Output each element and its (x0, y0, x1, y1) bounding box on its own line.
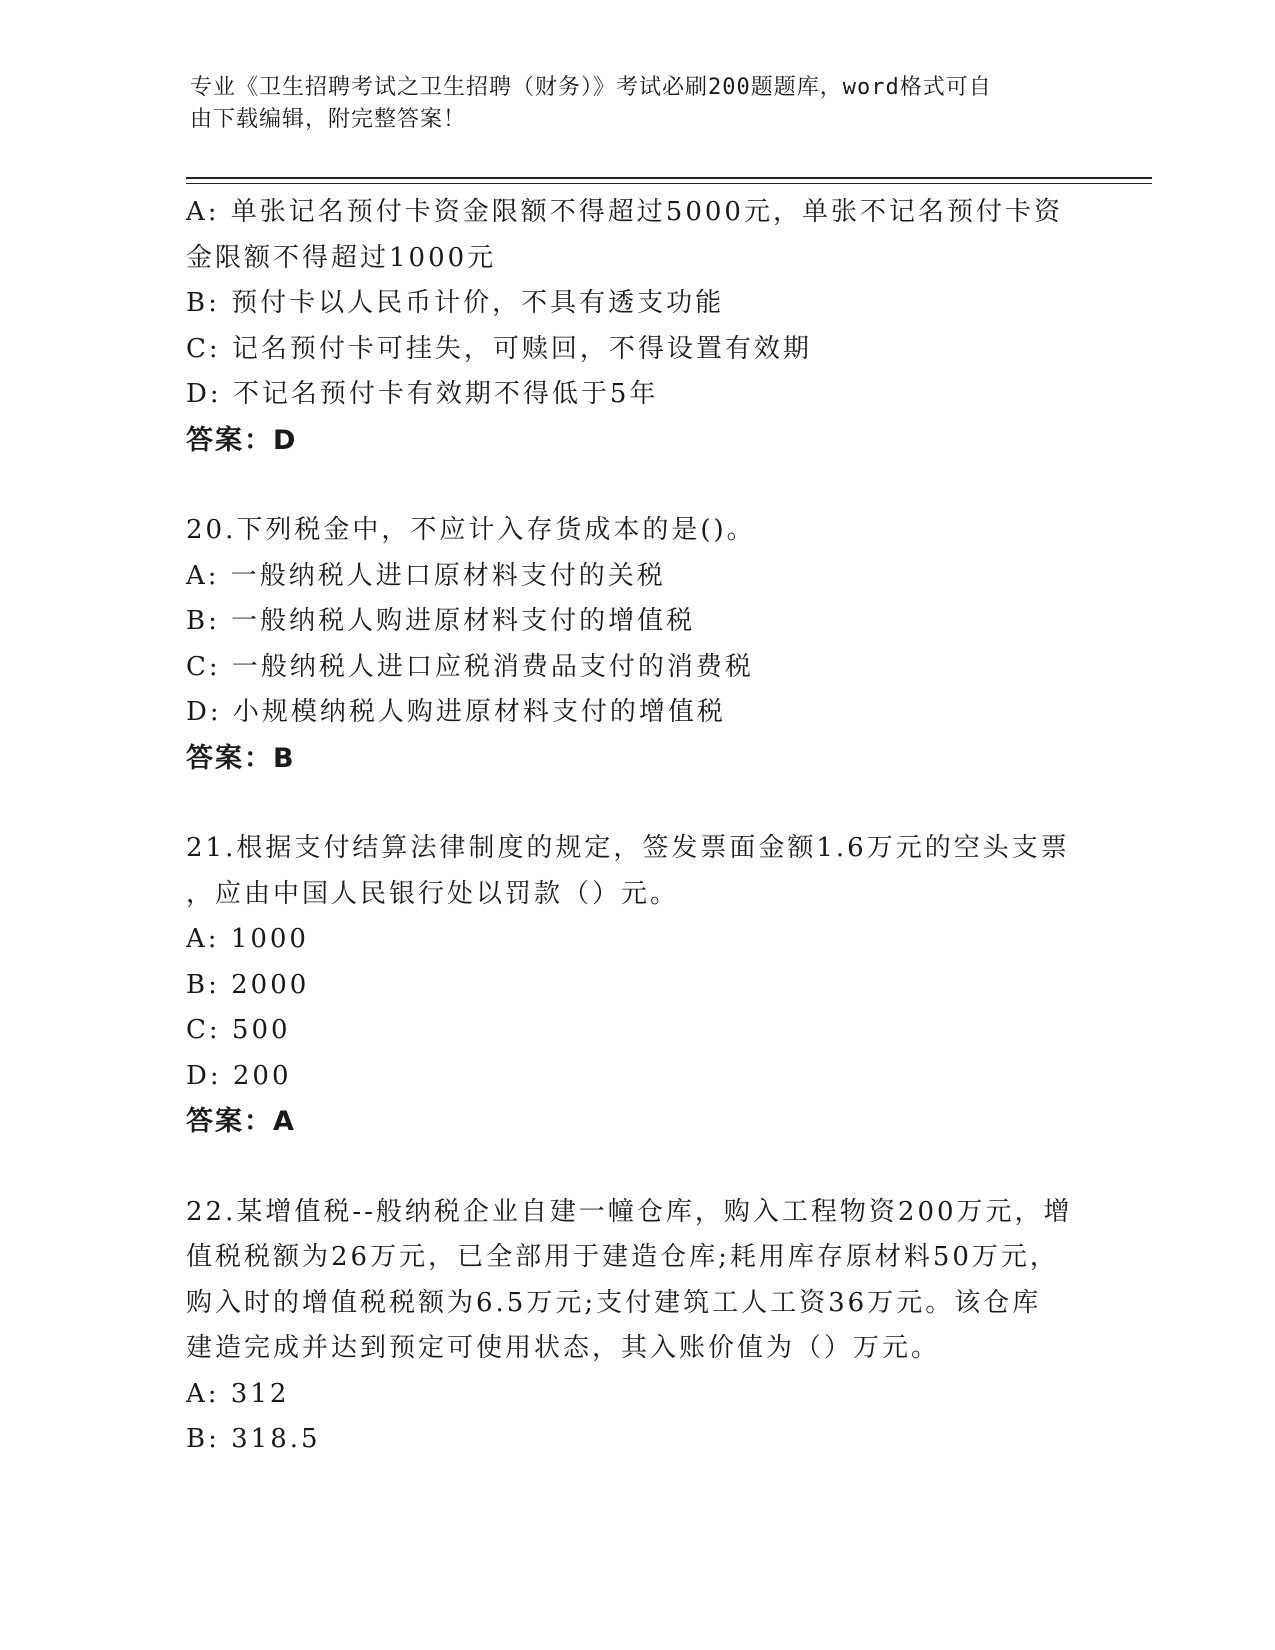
q19-option-c: C: 记名预付卡可挂失，可赎回，不得设置有效期 (186, 333, 812, 364)
q22-question-line-1: 22.某增值税--般纳税企业自建一幢仓库，购入工程物资200万元，增 (186, 1196, 1073, 1227)
q20-option-c: C: 一般纳税人进口应税消费品支付的消费税 (186, 651, 754, 682)
q19-option-d: D: 不记名预付卡有效期不得低于5年 (186, 379, 659, 409)
document-body (186, 190, 1106, 1463)
q19-answer: 答案：D (186, 424, 298, 456)
header-line-2: 由下载编辑，附完整答案！ (190, 107, 467, 132)
q22-question-line-3: 购入时的增值税税额为6.5万元;支付建筑工人工资36万元。该仓库 (186, 1287, 1042, 1318)
header-line-1: 专业《卫生招聘考试之卫生招聘（财务）》考试必刷200题题库，word格式可自 (190, 75, 992, 100)
q22-question-line-2: 值税税额为26万元，已全部用于建造仓库;耗用库存原材料50万元， (186, 1242, 1059, 1272)
question-20 (186, 508, 1106, 781)
document-header (190, 72, 1070, 136)
header-divider-thin (186, 183, 1152, 184)
q19-option-b: B: 预付卡以人民币计价，不具有透支功能 (186, 288, 725, 318)
q20-option-b: B: 一般纳税人购进原材料支付的增值税 (186, 606, 696, 636)
q19-option-a-line-1: A: 单张记名预付卡资金限额不得超过5000元，单张不记名预付卡资 (186, 197, 1063, 227)
q20-question: 20.下列税金中，不应计入存货成本的是()。 (186, 515, 756, 545)
q21-option-d: D: 200 (186, 1060, 292, 1091)
q21-answer: 答案：A (186, 1106, 296, 1137)
q20-option-d: D: 小规模纳税人购进原材料支付的增值税 (186, 697, 726, 727)
q22-option-b: B: 318.5 (186, 1424, 321, 1454)
q20-option-a: A: 一般纳税人进口原材料支付的关税 (186, 560, 666, 591)
q21-option-b: B: 2000 (186, 969, 310, 1000)
header-divider-thick (186, 177, 1152, 179)
q20-answer: 答案：B (186, 742, 296, 774)
question-21 (186, 826, 1106, 1145)
q21-option-a: A: 1000 (186, 924, 309, 954)
question-22 (186, 1190, 1106, 1463)
q22-question-line-4: 建造完成并达到预定可使用状态，其入账价值为（）万元。 (186, 1333, 941, 1363)
question-19 (186, 190, 1106, 463)
q21-question-line-2: ，应由中国人民银行处以罚款（）元。 (186, 878, 680, 909)
q21-question-line-1: 21.根据支付结算法律制度的规定，签发票面金额1.6万元的空头支票 (186, 833, 1070, 863)
q19-option-a-line-2: 金限额不得超过1000元 (186, 242, 497, 273)
q22-option-a: A: 312 (186, 1378, 290, 1409)
q21-option-c: C: 500 (186, 1015, 291, 1045)
